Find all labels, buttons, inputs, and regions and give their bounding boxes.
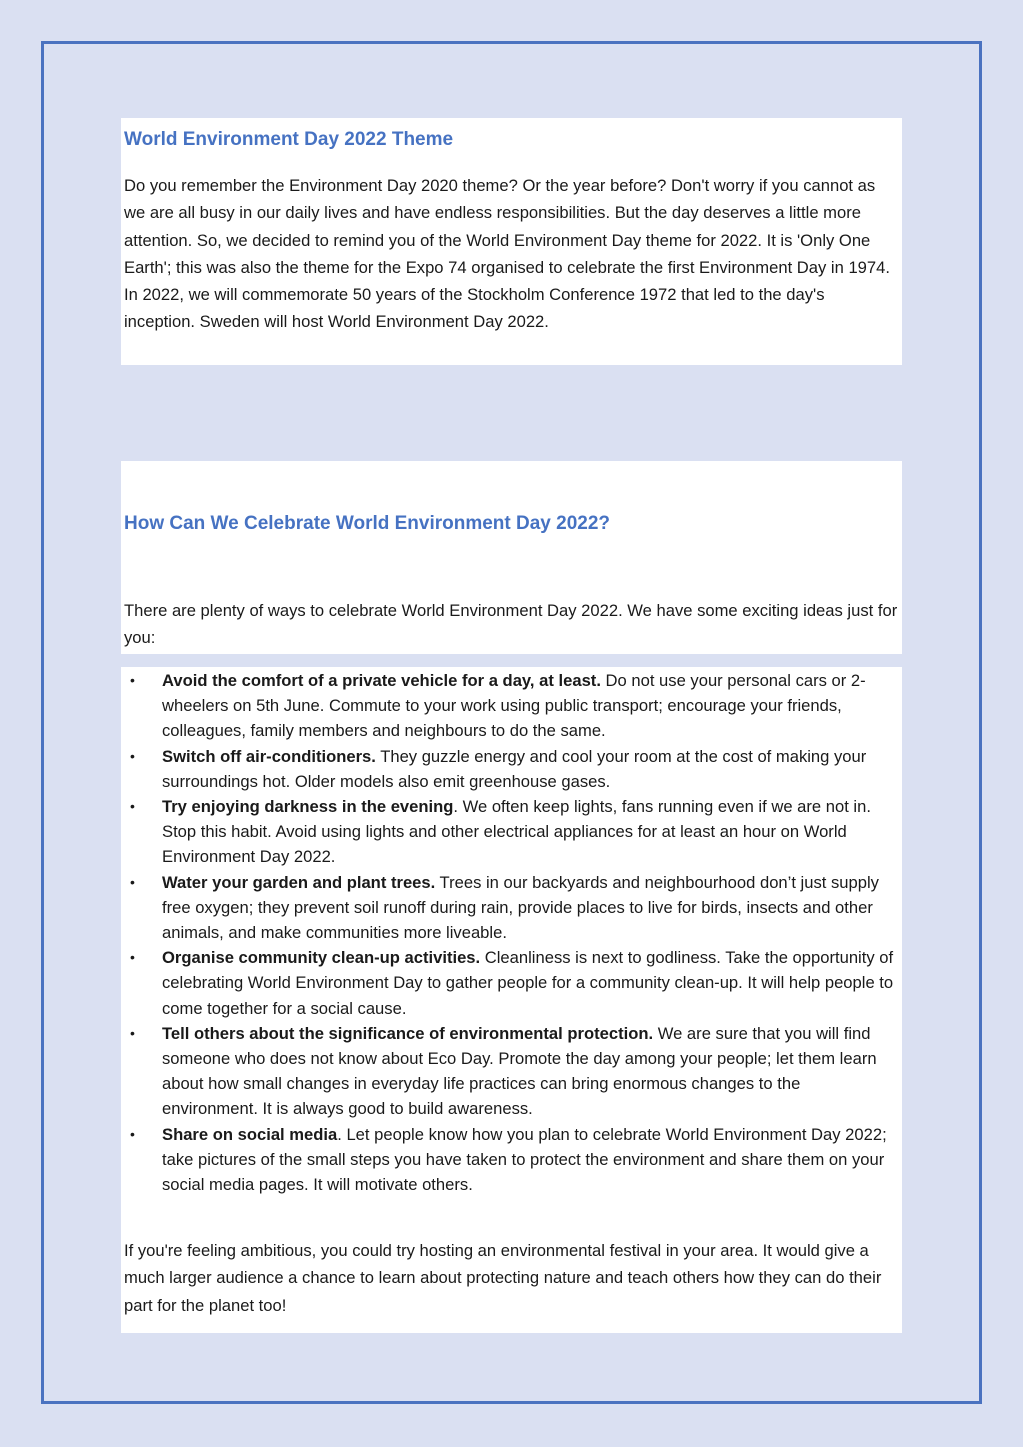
bullet-icon: • (130, 1024, 135, 1041)
bullet-icon: • (130, 672, 135, 688)
list-item-title: Water your garden and plant trees. (162, 872, 436, 892)
list-item (121, 945, 899, 1021)
list-item-text: We are sure that you will find someone who does not know about Eco Day. Promote the day among your people; let them learn about how small changes in everyday life practices can bring enormous changes to the environment. It is always good to build awareness. (162, 1023, 877, 1119)
celebrate-section-header (121, 461, 902, 654)
bullet-icon: • (130, 798, 135, 815)
bullet-icon: • (130, 747, 135, 764)
list-item-title: Organise community clean-up activities. (162, 948, 481, 968)
list-item-title: Avoid the comfort of a private vehicle for a day, at least. (162, 671, 601, 690)
list-item (121, 1122, 899, 1198)
closing-paragraph: If you're feeling ambitious, you could try hosting an environmental festival in your area. It would give a much larger audience a chance to learn about protecting nature and teach others how they can do their part for the planet too! (124, 1241, 882, 1315)
theme-heading: World Environment Day 2022 Theme (124, 129, 454, 150)
ideas-list (121, 668, 899, 1197)
bullet-icon: • (130, 873, 135, 890)
list-item-text: They guzzle energy and cool your room at the cost of making your surroundings hot. Older models also emit greenhouse gases. (162, 746, 867, 791)
bullet-icon: • (130, 1125, 135, 1142)
list-item (121, 870, 899, 946)
list-item-text: Trees in our backyards and neighbourhood don’t just supply free oxygen; they prevent soil runoff during rain, provide places to live for birds, insects and other animals, and make communities more liveable. (162, 872, 879, 943)
list-item-text: . We often keep lights, fans running even if we are not in. Stop this habit. Avoid using lights and other electrical appliances for at least an hour on World Environment Day 2022. (162, 797, 871, 867)
list-item (121, 1021, 899, 1122)
list-item-text: . Let people know how you plan to celebrate World Environment Day 2022; take pictures of the small steps you have taken to protect the environment and share them on your social media pages. It will motivate others. (162, 1124, 887, 1195)
celebrate-heading: How Can We Celebrate World Environment Day 2022? (124, 513, 611, 534)
theme-paragraph: Do you remember the Environment Day 2020 theme? Or the year before? Don't worry if you cannot as we are all busy in our daily lives and have endless responsibilities. But the day deserves a little more attention. So, we decided to remind you of the World Environment Day theme for 2022. It is 'Only One Earth'; this was also the theme for the Expo 74 organised to celebrate the first Environment Day in 1974. In 2022, we will commemorate 50 years of the Stockholm Conference 1972 that led to the day's inception. Sweden will host World Environment Day 2022. (124, 176, 890, 332)
ideas-list-section (121, 667, 902, 1197)
list-item (121, 668, 899, 744)
list-item-title: Tell others about the significance of environmental protection. (162, 1023, 654, 1043)
list-item-title: Switch off air-conditioners. (162, 746, 376, 766)
list-item-text: Do not use your personal cars or 2-wheelers on 5th June. Commute to your work using public transport; encourage your friends, colleagues, family members and neighbours to do the same. (162, 671, 866, 741)
list-item (121, 794, 899, 870)
theme-section (121, 118, 902, 365)
list-item-text: Cleanliness is next to godliness. Take the opportunity of celebrating World Environment Day to gather people for a community clean-up. It will help people to come together for a social cause. (162, 948, 894, 1018)
bullet-icon: • (130, 949, 135, 966)
list-item-title: Share on social media (162, 1124, 338, 1144)
celebrate-intro: There are plenty of ways to celebrate World Environment Day 2022. We have some exciting ideas just for you: (124, 601, 898, 648)
closing-section (121, 1197, 902, 1333)
list-item (121, 744, 899, 794)
list-item-title: Try enjoying darkness in the evening (162, 797, 454, 817)
